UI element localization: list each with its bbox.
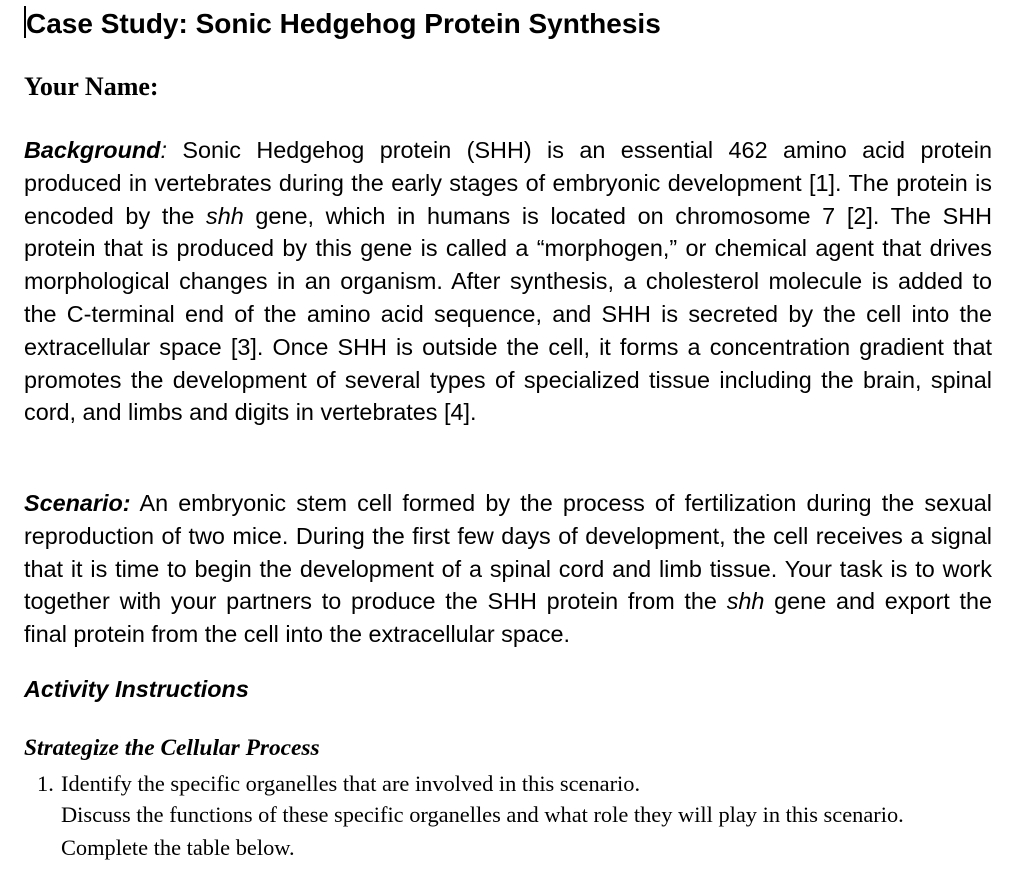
- background-paragraph: [24, 134, 992, 429]
- activity-heading: Activity Instructions: [24, 676, 249, 702]
- scenario-lead: Scenario:: [24, 490, 131, 516]
- step-text: Identify the specific organelles that are involved in this scenario.: [61, 771, 641, 796]
- document-title: [24, 6, 661, 40]
- list-item: [37, 768, 640, 799]
- background-lead: Background: [24, 137, 161, 163]
- background-colon: :: [160, 137, 167, 163]
- document-title-text: Case Study: Sonic Hedgehog Protein Synthesis: [26, 8, 661, 39]
- scenario-text-1: An embryonic stem cell formed by the process of fertilization during the sexual reproduction of two mice. During the first few days of development, the cell receives a signal that it is time to begin the development of a spinal cord and limb tissue. Your task is to work together with your partners to produce the SHH protein from the: [24, 490, 992, 615]
- strategize-heading: Strategize the Cellular Process: [24, 735, 320, 761]
- background-gene-name: shh: [206, 202, 244, 229]
- name-field-label: Your Name:: [24, 72, 159, 101]
- discussion-paragraph: Discuss the functions of these specific organelles and what role they will play in this scenario. Complete the table below.: [61, 802, 904, 860]
- steps-list: [37, 768, 640, 799]
- step-number: 1.: [37, 771, 54, 796]
- scenario-text-2: gene and export the final protein from the cell into the extracellular space.: [24, 588, 992, 648]
- background-text-1: Sonic Hedgehog protein (SHH) is an essential 462 amino acid protein produced in vertebrates during the early stages of embryonic development [1]. The protein is encoded by the: [24, 137, 992, 229]
- scenario-gene-name: shh: [726, 588, 765, 615]
- scenario-paragraph: [24, 487, 992, 651]
- background-text-2: gene, which in humans is located on chromosome 7 [2]. The SHH protein that is produced by this gene is called a “morphogen,” or chemical agent that drives morphological changes in an organism. After synthesis, a cholesterol molecule is added to the C-terminal end of the amino acid sequence, and SHH is secreted by the cell into the extracellular space [3]. Once SHH is outside the cell, it forms a concentration gradient that promotes the development of several types of specialized tissue including the brain, spinal cord, and limbs and digits in vertebrates [4].: [24, 202, 992, 426]
